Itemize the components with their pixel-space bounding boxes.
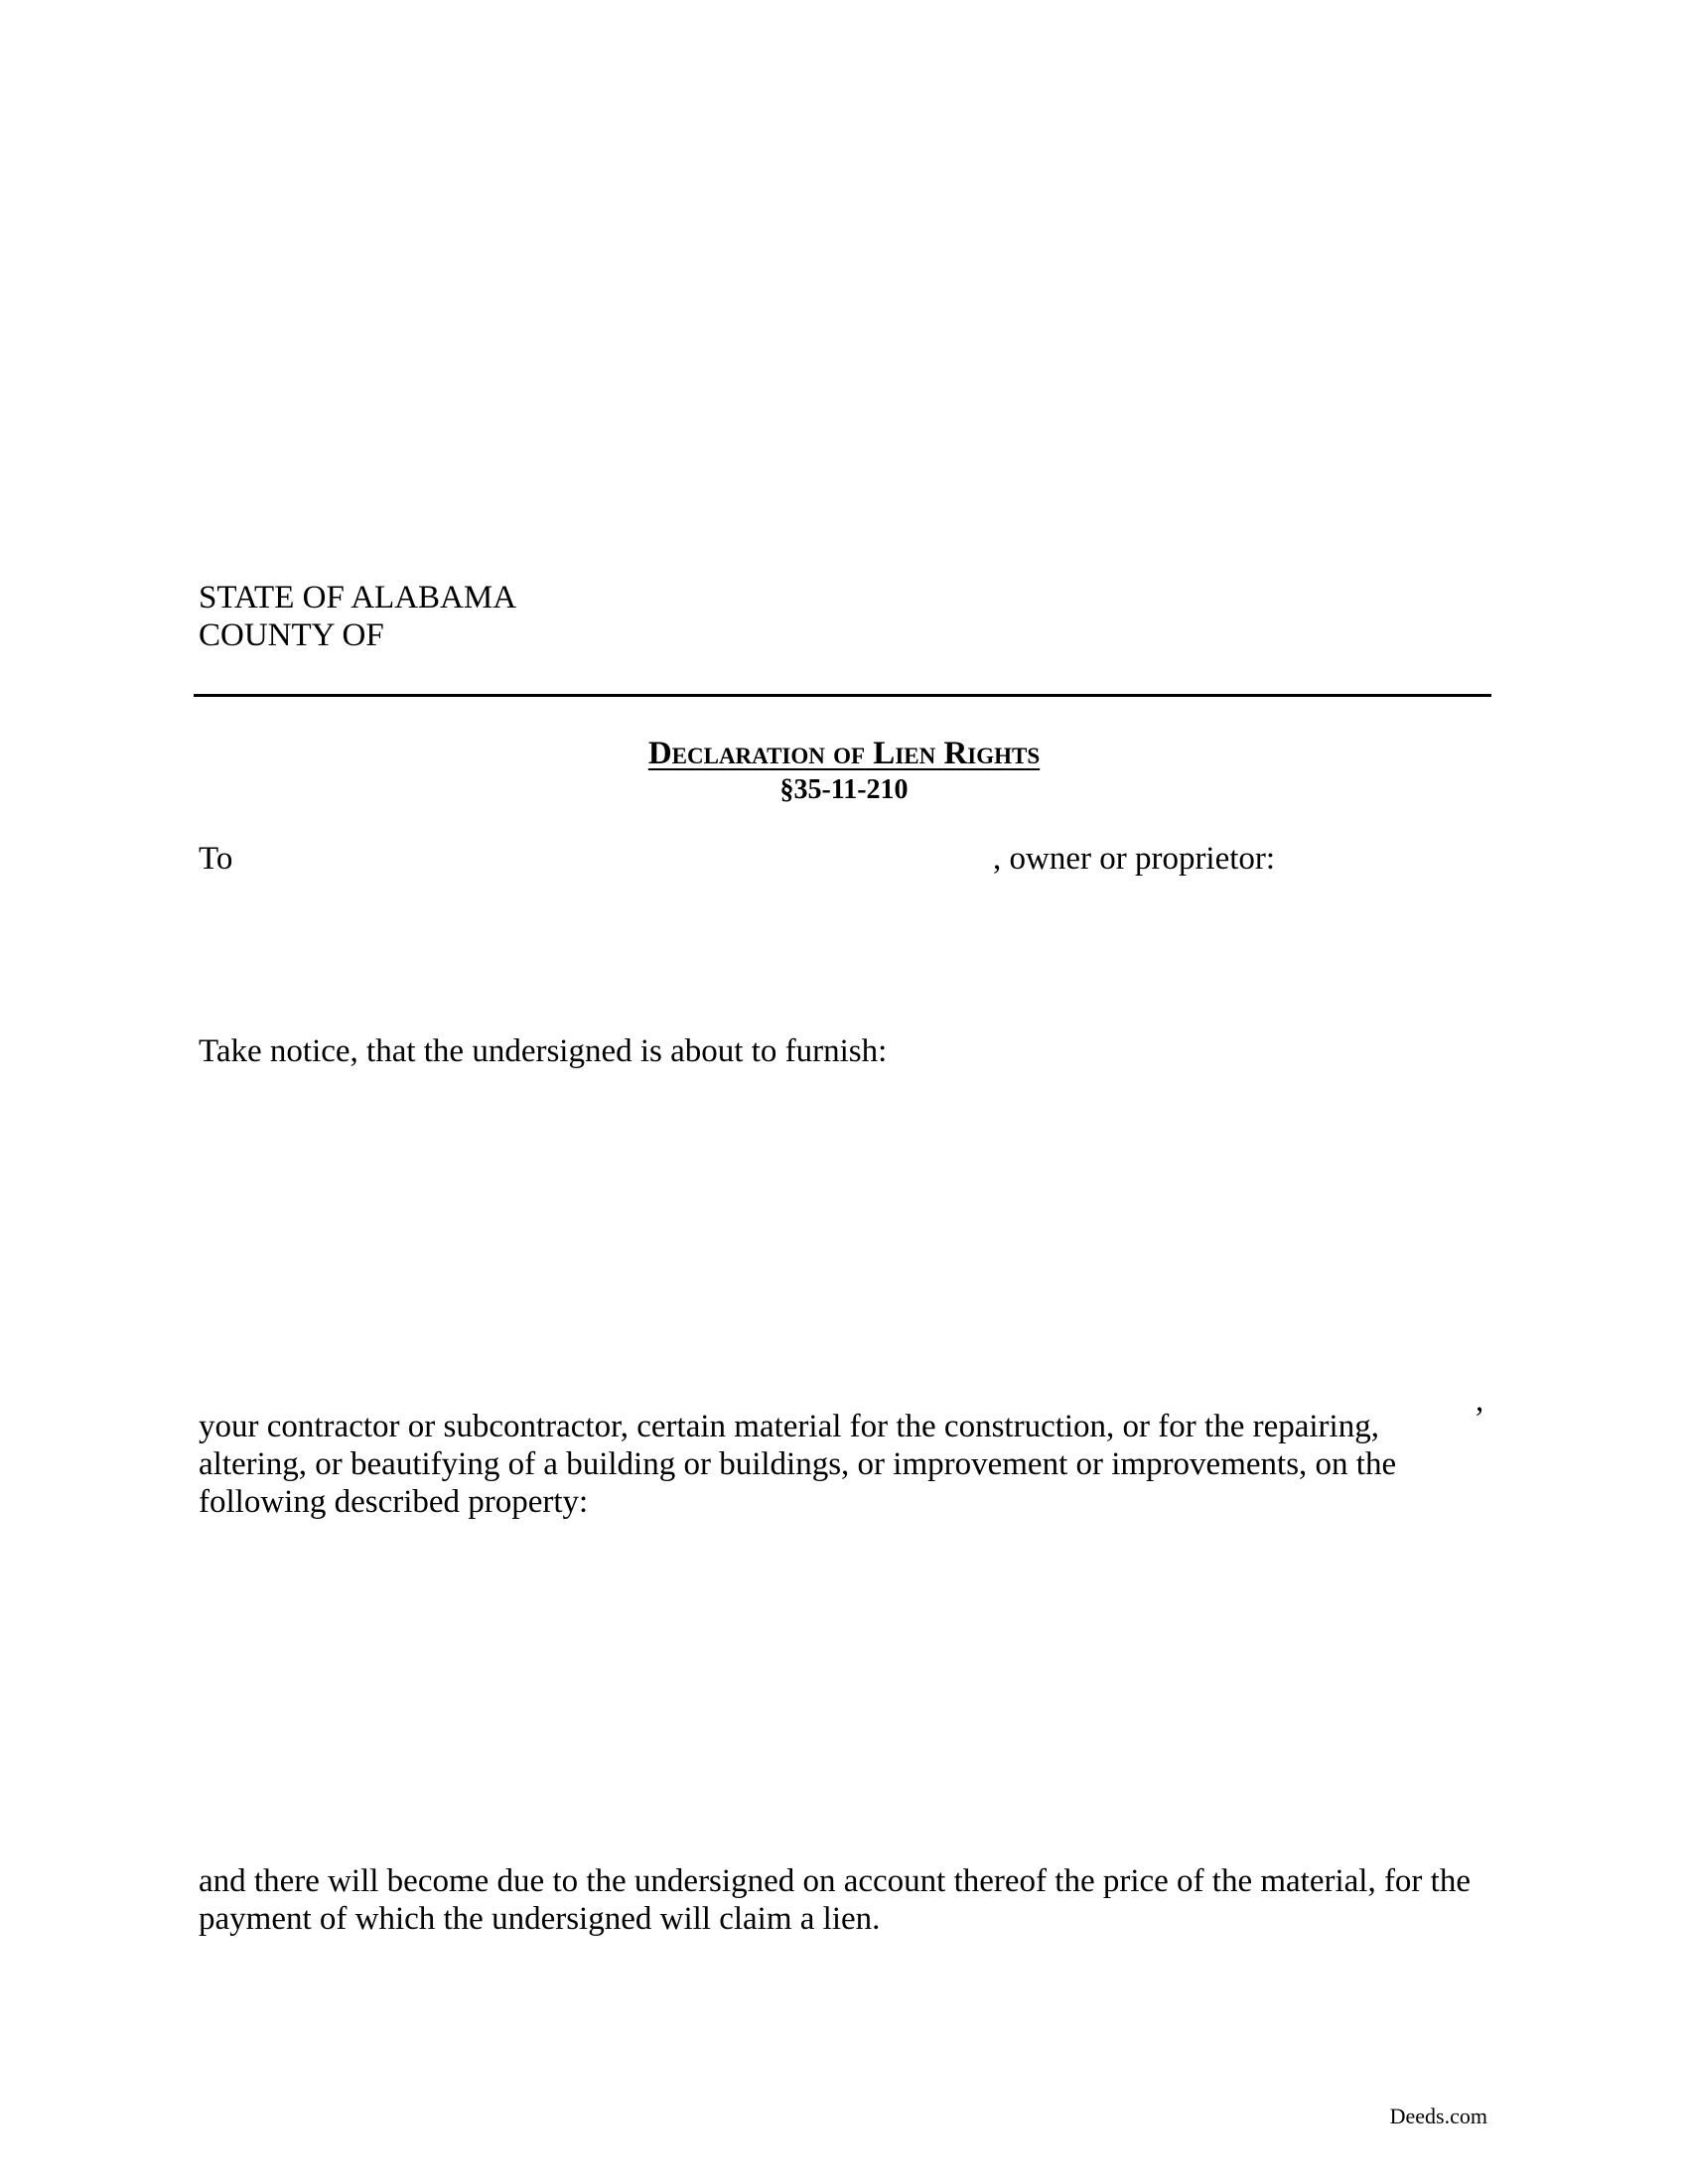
- closing-paragraph: [199, 1862, 1499, 1938]
- trailing-comma: ,: [1476, 1383, 1484, 1419]
- contractor-line-2: altering, or beautifying of a building or buildings, or improvement or improvements, on the: [199, 1446, 1397, 1482]
- notice-intro: Take notice, that the undersigned is about to furnish:: [199, 1033, 888, 1069]
- to-label: To: [199, 841, 233, 877]
- statute-reference: §35-11-210: [779, 774, 909, 805]
- contractor-line-3: following described property:: [199, 1484, 589, 1520]
- owner-proprietor-label: , owner or proprietor:: [993, 841, 1276, 877]
- document-title: Declaration of Lien Rights: [647, 736, 1041, 771]
- contractor-line-1: your contractor or subcontractor, certain material for the construction, or for the repairing,: [199, 1409, 1379, 1444]
- state-line: STATE OF ALABAMA: [199, 580, 517, 615]
- header-divider: [194, 694, 1491, 697]
- footer-source: Deeds.com: [1389, 2104, 1487, 2128]
- contractor-paragraph: [199, 1408, 1499, 1521]
- closing-line-2: payment of which the undersigned will claim a lien.: [199, 1901, 881, 1937]
- venue-heading: [199, 579, 516, 654]
- county-line: COUNTY OF: [199, 617, 384, 653]
- closing-line-1: and there will become due to the undersigned on account thereof the price of the material, for the: [199, 1863, 1471, 1899]
